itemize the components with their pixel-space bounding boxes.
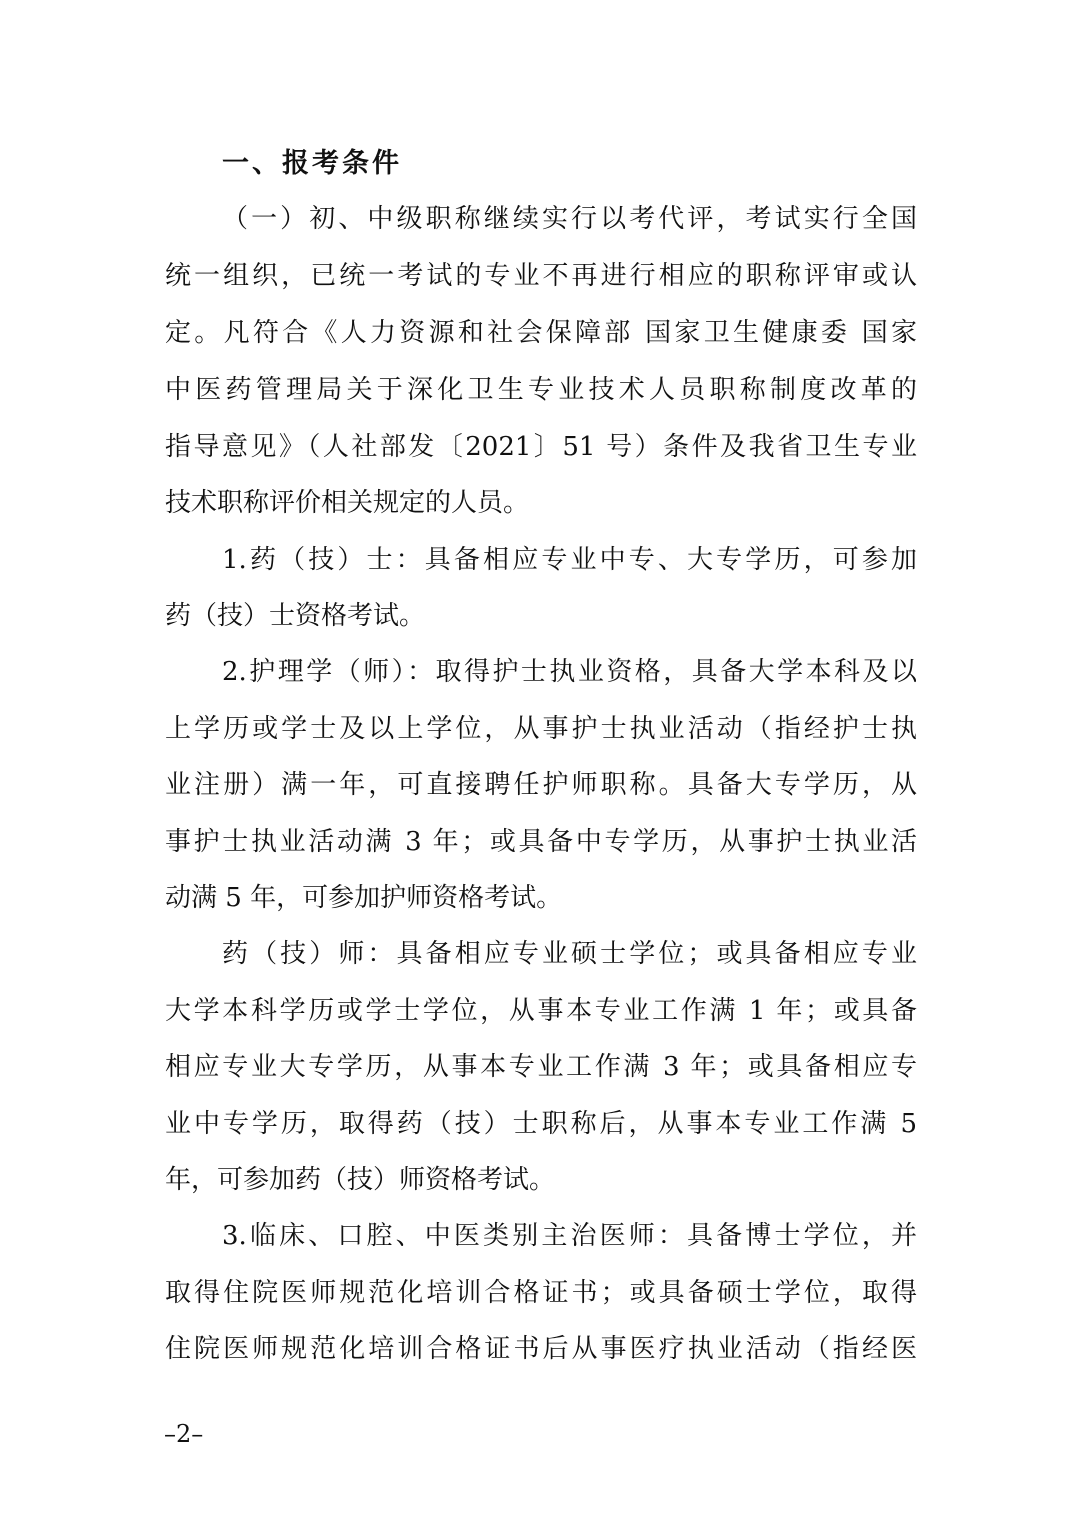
page-number: –2– <box>164 1420 204 1448</box>
paragraph-line: 业中专学历，取得药（技）士职称后，从事本专业工作满 5 <box>165 1109 917 1139</box>
paragraph-line: 事护士执业活动满 3 年；或具备中专学历，从事护士执业活 <box>165 827 917 857</box>
paragraph-line: 住院医师规范化培训合格证书后从事医疗执业活动（指经医 <box>165 1334 917 1364</box>
paragraph-line: 上学历或学士及以上学位，从事护士执业活动（指经护士执 <box>165 714 917 744</box>
paragraph-line: 动满 5 年，可参加护师资格考试。 <box>165 883 563 913</box>
section-heading: 一、报考条件 <box>222 148 402 179</box>
paragraph-line: 业注册）满一年，可直接聘任护师职称。具备大专学历，从 <box>165 770 917 800</box>
paragraph-line: （一）初、中级职称继续实行以考代评，考试实行全国 <box>222 204 917 234</box>
paragraph-line: 指导意见》（人社部发〔2021〕51 号）条件及我省卫生专业 <box>165 432 917 462</box>
paragraph-line: 统一组织，已统一考试的专业不再进行相应的职称评审或认 <box>165 261 917 291</box>
paragraph-line: 大学本科学历或学士学位，从事本专业工作满 1 年；或具备 <box>165 996 917 1026</box>
paragraph-line: 药（技）士资格考试。 <box>165 601 426 631</box>
paragraph-line: 定。凡符合《人力资源和社会保障部 国家卫生健康委 国家 <box>165 318 917 348</box>
paragraph-line: 2.护理学（师）：取得护士执业资格，具备大学本科及以 <box>222 657 917 687</box>
paragraph-line: 中医药管理局关于深化卫生专业技术人员职称制度改革的 <box>165 375 917 405</box>
paragraph-line: 取得住院医师规范化培训合格证书；或具备硕士学位，取得 <box>165 1278 917 1308</box>
paragraph-line: 技术职称评价相关规定的人员。 <box>165 488 530 518</box>
paragraph-line: 3.临床、口腔、中医类别主治医师：具备博士学位，并 <box>222 1221 917 1251</box>
paragraph-line: 药（技）师：具备相应专业硕士学位；或具备相应专业 <box>222 939 917 969</box>
paragraph-line: 1.药（技）士：具备相应专业中专、大专学历，可参加 <box>222 545 917 575</box>
paragraph-line: 相应专业大专学历，从事本专业工作满 3 年；或具备相应专 <box>165 1052 917 1082</box>
paragraph-line: 年，可参加药（技）师资格考试。 <box>165 1165 556 1195</box>
